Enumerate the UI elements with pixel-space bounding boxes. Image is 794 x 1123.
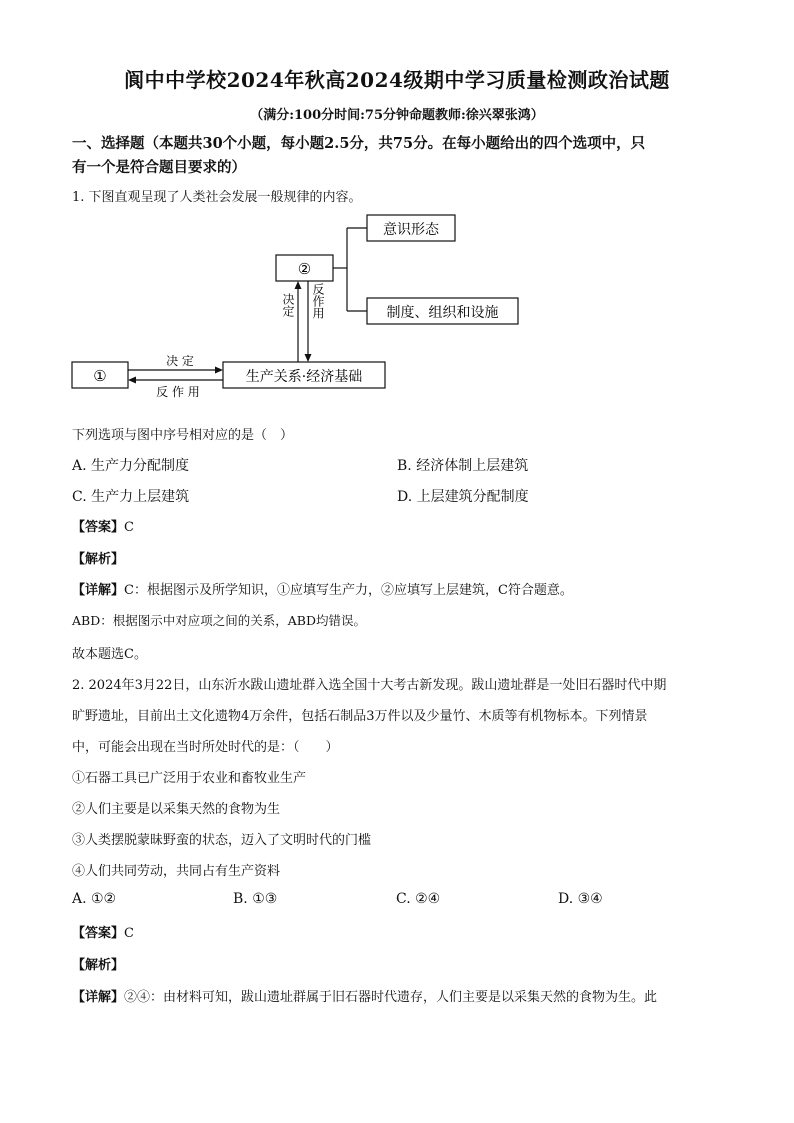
q1-option-c: C. 生产力上层建筑 bbox=[72, 489, 190, 505]
label-circle1: ① bbox=[93, 367, 107, 385]
answer-value: C bbox=[124, 520, 134, 535]
section-heading-line2: 有一个是符合题目要求的） bbox=[72, 159, 246, 176]
q2-detail-1 bbox=[72, 986, 657, 1005]
answer-tag: 【答案】 bbox=[72, 520, 125, 535]
q2-option-d: D. ③④ bbox=[558, 891, 603, 907]
q2-option-c: C. ②④ bbox=[396, 891, 441, 907]
label-circle2: ② bbox=[297, 260, 312, 278]
detail-text: ②④：由材料可知，跋山遗址群属于旧石器时代遗存，人们主要是以采集天然的食物为生。此 bbox=[124, 990, 658, 1005]
page-title: 阆中中学校2024年秋高2024级期中学习质量检测政治试题 bbox=[124, 68, 670, 92]
answer-tag: 【答案】 bbox=[72, 926, 125, 941]
label-ideology: 意识形态 bbox=[383, 222, 439, 238]
q1-option-a: A. 生产力分配制度 bbox=[72, 458, 190, 474]
detail-text: C：根据图示及所学知识，①应填写生产力，②应填写上层建筑，C符合题意。 bbox=[124, 583, 573, 598]
section-heading-line1: 一、选择题（本题共30个小题，每小题2.5分，共75分。在每小题给出的四个选项中，只 bbox=[72, 135, 646, 152]
label-decide-horizontal: 决 定 bbox=[166, 354, 194, 368]
q1-option-b: B. 经济体制上层建筑 bbox=[397, 458, 529, 474]
q2-answer bbox=[72, 922, 134, 941]
q2-item-3: ③人类摆脱蒙昧野蛮的状态，迈入了文明时代的门槛 bbox=[72, 833, 372, 848]
q2-item-2: ②人们主要是以采集天然的食物为生 bbox=[72, 802, 281, 817]
q2-stem-line3: 中，可能会出现在当时所处时代的是：（ ） bbox=[72, 740, 339, 755]
answer-value: C bbox=[124, 926, 134, 941]
society-structure-diagram bbox=[0, 0, 794, 420]
q2-item-1: ①石器工具已广泛用于农业和畜牧业生产 bbox=[72, 771, 307, 786]
q1-conclusion: 故本题选C。 bbox=[72, 647, 147, 662]
q1-stem: 1. 下图直观呈现了人类社会发展一般规律的内容。 bbox=[72, 190, 362, 205]
q1-detail-1 bbox=[72, 579, 573, 598]
q2-stem-line1: 2. 2024年3月22日，山东沂水跋山遗址群入选全国十大考古新发现。跋山遗址群是一处旧石器时代中期 bbox=[72, 678, 667, 693]
q1-option-d: D. 上层建筑分配制度 bbox=[397, 489, 529, 505]
detail-tag: 【详解】 bbox=[72, 990, 125, 1005]
q2-option-b: B. ①③ bbox=[233, 891, 278, 907]
exam-info: （满分:100分时间:75分钟命题教师:徐兴翠张鸿） bbox=[250, 108, 544, 123]
q2-stem-line2: 旷野遗址，目前出土文化遗物4万余件，包括石制品3万件以及少量竹、木质等有机物标本。下列情景 bbox=[72, 709, 648, 724]
q1-answer bbox=[72, 516, 134, 535]
q1-analysis-tag: 【解析】 bbox=[72, 552, 125, 567]
label-decide-vertical: 决定 bbox=[281, 293, 295, 317]
label-react-vertical: 反作用 bbox=[311, 283, 325, 319]
q1-detail-2: ABD：根据图示中对应项之间的关系，ABD均错误。 bbox=[72, 613, 366, 628]
q2-option-a: A. ①② bbox=[72, 891, 117, 907]
q2-item-4: ④人们共同劳动，共同占有生产资料 bbox=[72, 864, 281, 879]
label-react-horizontal: 反 作 用 bbox=[156, 385, 200, 399]
detail-tag: 【详解】 bbox=[72, 583, 125, 598]
q1-question: 下列选项与图中序号相对应的是（ ） bbox=[72, 428, 294, 443]
label-base: 生产关系·经济基础 bbox=[245, 369, 363, 385]
label-institutions: 制度、组织和设施 bbox=[386, 305, 499, 321]
q2-analysis-tag: 【解析】 bbox=[72, 958, 125, 973]
